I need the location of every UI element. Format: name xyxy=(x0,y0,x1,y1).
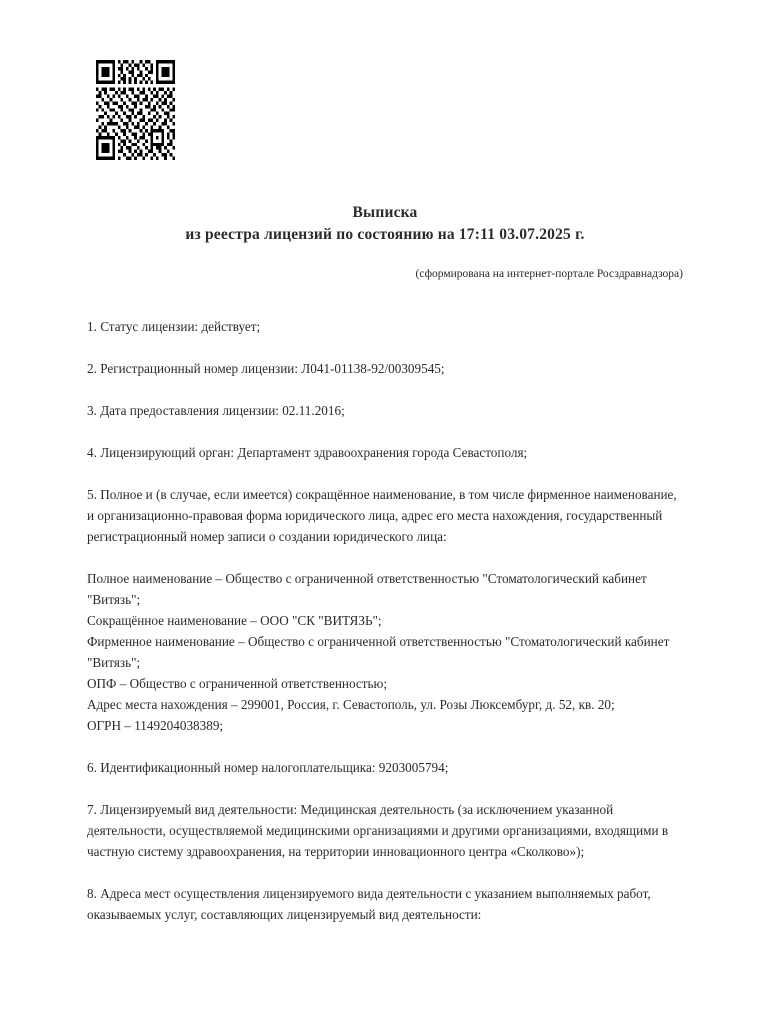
page-title: Выписка xyxy=(352,204,418,221)
clause-5-entity-identification: 5. Полное и (в случае, если имеется) сокращённое наименование, в том числе фирменное наименование, и организационно-правовая форма юридического лица, адрес его места нахождения, государственный регистрационный номер записи о создании юридического лица: xyxy=(87,487,677,544)
clause-3-issue-date: 3. Дата предоставления лицензии: 02.11.2016; xyxy=(87,403,345,418)
entity-brand-name: Фирменное наименование – Общество с ограниченной ответственностью "Стоматологический кабинет "Витязь"; xyxy=(87,634,670,670)
document-title xyxy=(87,202,683,246)
qr-code-icon xyxy=(96,60,175,160)
qr-code-svg xyxy=(96,60,175,160)
entity-full-name: Полное наименование – Общество с ограниченной ответственностью "Стоматологический кабинет "Витязь"; xyxy=(87,571,647,607)
clause-1-status: 1. Статус лицензии: действует; xyxy=(87,319,261,334)
clause-6-taxpayer-number: 6. Идентификационный номер налогоплательщика: 9203005794; xyxy=(87,760,449,775)
document-body xyxy=(87,316,685,925)
clause-2-registration-number: 2. Регистрационный номер лицензии: Л041-01138-92/00309545; xyxy=(87,361,445,376)
clause-7-activity-type: 7. Лицензируемый вид деятельности: Медицинская деятельность (за исключением указанной деятельности, осуществляемой медицинскими организациями и другими организациями, входящими в частную систему здравоохранения, на территории инновационного центра «Сколково»); xyxy=(87,802,669,859)
clause-8-activity-addresses: 8. Адреса мест осуществления лицензируемого вида деятельности с указанием выполняемых работ, оказываемых услуг, составляющих лицензируемый вид деятельности: xyxy=(87,886,651,922)
page-subtitle-line: из реестра лицензий по состоянию на 17:11 03.07.2025 г. xyxy=(185,226,585,243)
entity-details-block xyxy=(87,568,685,736)
source-note: (сформирована на интернет-портале Росздравнадзора) xyxy=(415,268,683,280)
clause-4-licensing-authority: 4. Лицензирующий орган: Департамент здравоохранения города Севастополя; xyxy=(87,445,528,460)
entity-legal-form: ОПФ – Общество с ограниченной ответственностью; xyxy=(87,676,388,691)
entity-short-name: Сокращённое наименование – ООО "СК "ВИТЯЗЬ"; xyxy=(87,613,382,628)
entity-ogrn: ОГРН – 1149204038389; xyxy=(87,718,224,733)
entity-address: Адрес места нахождения – 299001, Россия, г. Севастополь, ул. Розы Люксембург, д. 52, кв. 20; xyxy=(87,697,615,712)
